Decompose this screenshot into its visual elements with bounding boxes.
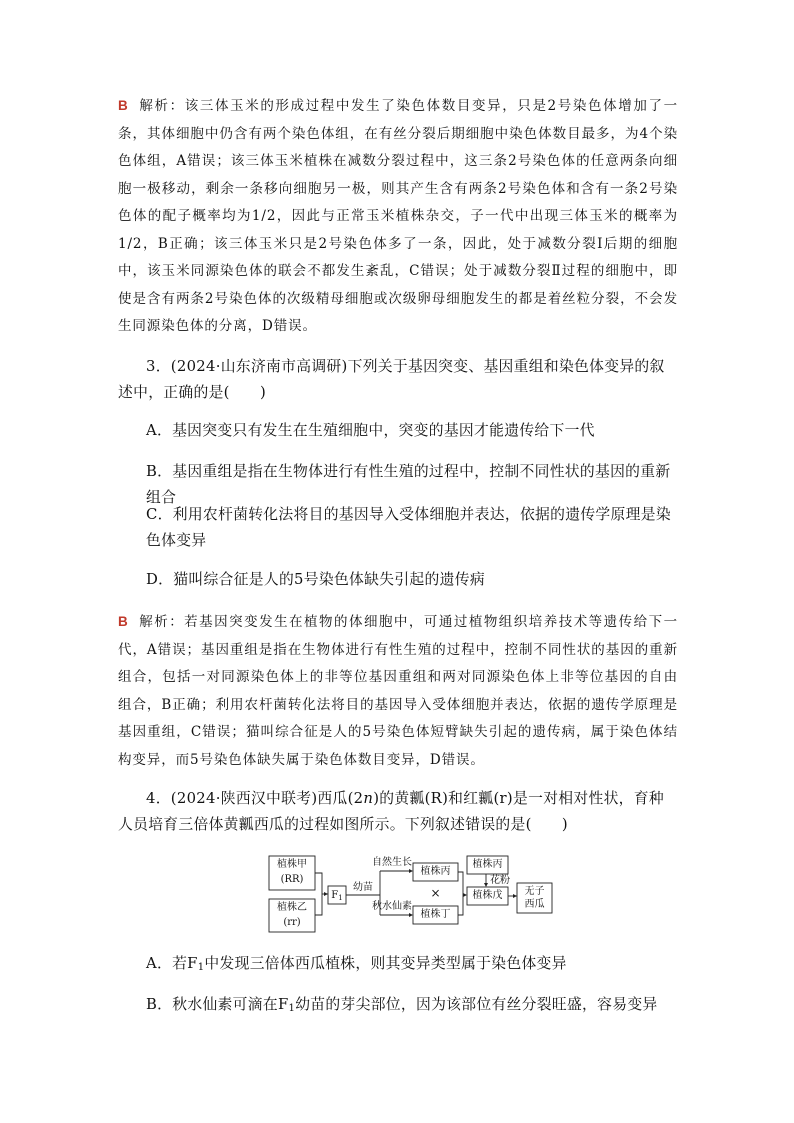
question-3-option-c — [146, 502, 678, 554]
question-3-option-c-line1: C．利用农杆菌转化法将目的基因导入受体细胞并表达，依据的遗传学原理是染色体变 — [146, 506, 671, 549]
seedling-label: 幼苗 — [353, 882, 373, 893]
f1-text: F — [331, 890, 339, 901]
question-3-option-a: A．基因突变只有发生在生殖细胞中，突变的基因才能遗传给下一代 — [146, 422, 595, 439]
plant-c-label: 植株丙 — [420, 866, 451, 877]
answer-2-explanation — [118, 92, 678, 341]
question-4-stem-part1: 4．(2024·陕西汉中联考)西瓜(2 — [146, 790, 364, 807]
answer-3-text: 解析：若基因突变发生在植物的体细胞中，可通过植物组织培养技术等遗传给下一代，A错误；基因重组是指在生物体进行有性生殖的过程中，控制不同性状的基因的重新组合，包括一对同源染色体上的非等位基因重组和两对同源染色体上非等位基因的自由组合，B正确；利用农杆菌转化法将目的基因导入受体细胞并表达，依据的遗传学原理是基因重组，C错误；猫叫综合征是人的5号染色体短臂缺失引起的遗传病，属于染色体结构变异，而5号染色体缺失属于染色体数目变异，D错误。 — [118, 614, 678, 768]
cross-bracket — [315, 873, 322, 915]
question-4-stem-n: n — [363, 790, 374, 807]
question-3-stem — [118, 354, 678, 406]
seedless-label-2: 西瓜 — [524, 899, 545, 910]
answer-2-text: 解析：该三体玉米的形成过程中发生了染色体数目变异，只是2号染色体增加了一条，其体细胞中仍含有两个染色体组，在有丝分裂后期细胞中染色体数目最多，为4个染色体组，A错误；该三体玉米植株在减数分裂过程中，这三条2号染色体的任意两条向细胞一极移动，剩余一条移向细胞另一极，则其产生含有两条2号染色体和含有一条2号染色体的配子概率均为1/2，因此与正常玉米植株杂交，子一代中出现三体玉米的概率为1/2，B正确；该三体玉米只是2号染色体多了一条，因此，处于减数分裂Ⅰ后期的细胞中，该玉米同源染色体的联会不都发生紊乱，C错误；处于减数分裂Ⅱ过程的细胞中，即使是含有两条2号染色体的次级精母细胞或次级卵母细胞发生的都是着丝粒分裂，不会发生同源染色体的分离，D错误。 — [118, 98, 678, 334]
question-4-option-a-sub: 1 — [197, 962, 205, 973]
question-4-option-b — [146, 992, 678, 1022]
plant-b-genotype: (rr) — [283, 917, 301, 928]
question-4-option-b-post: 幼苗的芽尖部位，因为该部位有丝分裂旺盛，容易变异 — [295, 996, 658, 1013]
question-3-option-c-line2: 异 — [191, 532, 207, 549]
question-4-stem — [118, 786, 678, 838]
answer-3-explanation — [118, 608, 678, 774]
plant-b-label: 植株乙 — [277, 902, 307, 913]
plant-a-label: 植株甲 — [277, 859, 307, 870]
question-3-stem-text: 3．(2024·山东济南市高调研)下列关于基因突变、基因重组和染色体变异的叙述中，正确的是( ) — [118, 358, 665, 401]
plant-c2-label: 植株丙 — [472, 859, 503, 870]
plant-d-label: 植株丁 — [420, 909, 451, 920]
answer-3-letter: B — [118, 614, 129, 629]
question-4-option-a-pre: A．若F — [146, 955, 198, 972]
question-4-option-b-sub: 1 — [288, 1003, 296, 1014]
colchicine-label: 秋水仙素 — [372, 901, 412, 912]
cross-bracket-2 — [458, 872, 463, 915]
plant-e-label: 植株戊 — [472, 890, 503, 901]
f1-sub: 1 — [338, 894, 343, 902]
question-4-option-b-pre: B．秋水仙素可滴在F — [146, 996, 289, 1013]
breeding-diagram — [264, 853, 554, 933]
question-4-option-a — [146, 951, 678, 981]
answer-2-letter: B — [118, 98, 129, 113]
question-4-stem-part2: )的黄瓤(R)和红瓤(r)是一对相对性状，育种人员培育三倍体黄瓤西瓜的过程如图所示。下列叙述错误的是( ) — [118, 790, 664, 833]
natural-growth-label: 自然生长 — [372, 857, 412, 868]
pollen-label: 花粉 — [490, 875, 510, 886]
question-4-option-a-post: 中发现三倍体西瓜植株，则其变异类型属于染色体变异 — [204, 955, 567, 972]
plant-a-genotype: (RR) — [280, 874, 304, 885]
question-3-option-d: D．猫叫综合征是人的5号染色体缺失引起的遗传病 — [146, 571, 485, 588]
f1-label — [328, 890, 346, 904]
cross-symbol: × — [430, 886, 441, 900]
seedless-label-1: 无子 — [524, 886, 545, 897]
question-3-option-b: B．基因重组是指在生物体进行有性生殖的过程中，控制不同性状的基因的重新组合 — [146, 463, 671, 506]
